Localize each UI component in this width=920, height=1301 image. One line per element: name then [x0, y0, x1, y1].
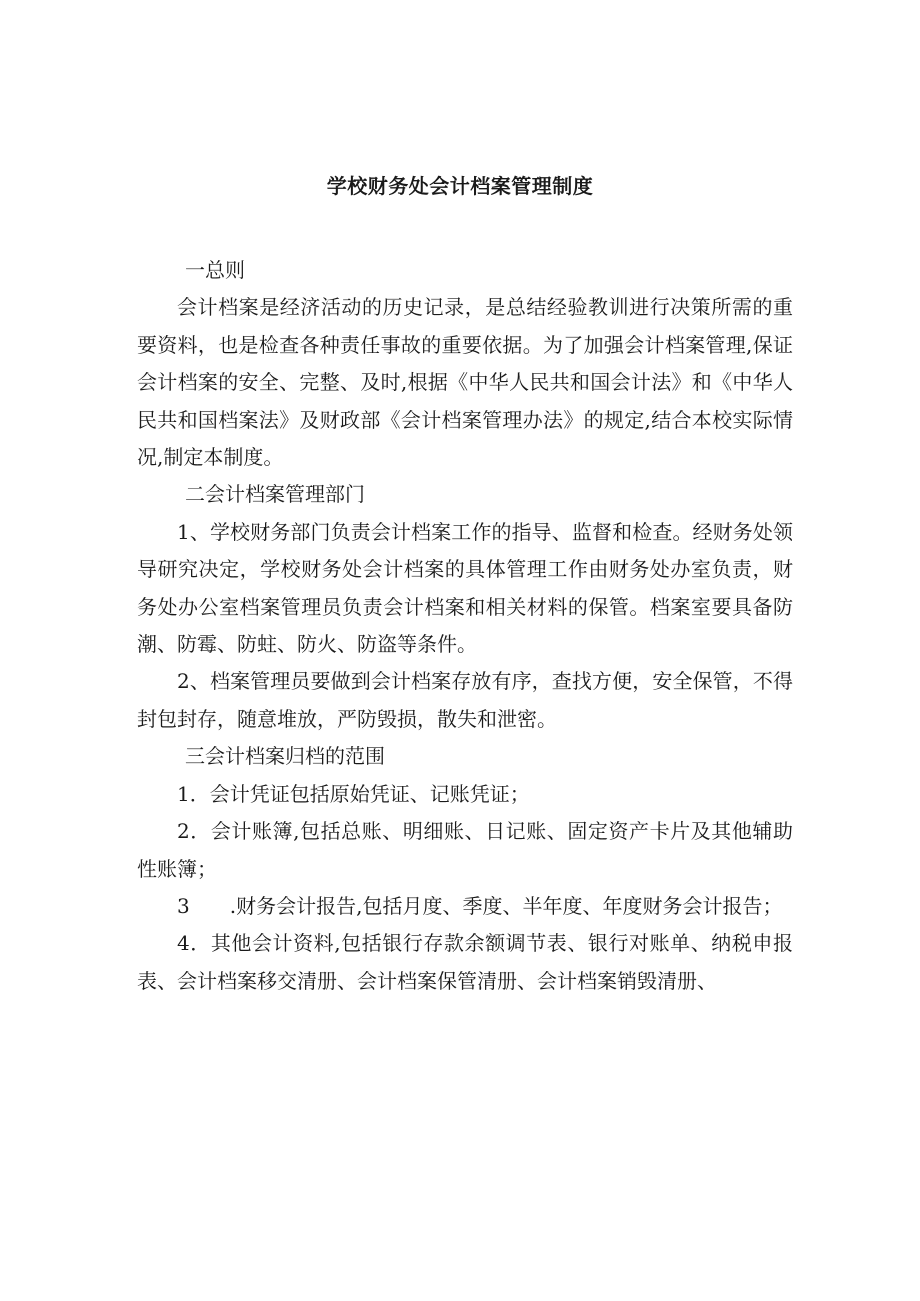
list-item-ledgers: 2．会计账簿,包括总账、明细账、日记账、固定资产卡片及其他辅助性账簿；: [137, 819, 793, 881]
section-heading-management-dept: 二会计档案管理部门: [185, 482, 365, 507]
paragraph-dept-responsibility: 1、学校财务部门负责会计档案工作的指导、监督和检查。经财务处领导研究决定，学校财务处会计档案的具体管理工作由财务处办室负责，财务处办公室档案管理员负责会计档案和相关材料的保管。档案室要具备防潮、防霉、防蛀、防火、防盗等条件。: [137, 519, 793, 657]
section-heading-archive-scope: 三会计档案归档的范围: [185, 744, 385, 769]
list-item-other-materials: 4．其他会计资料,包括银行存款余额调节表、银行对账单、纳税申报表、会计档案移交清册、会计档案保管清册、会计档案销毁清册、: [137, 931, 793, 993]
list-item-vouchers: 1．会计凭证包括原始凭证、记账凭证；: [177, 781, 530, 806]
document-body: [137, 252, 793, 1000]
paragraph-archivist-duties: 2、档案管理员要做到会计档案存放有序，查找方便，安全保管，不得封包封存，随意堆放，严防毁损，散失和泄密。: [137, 669, 793, 731]
paragraph-general-purpose: 会计档案是经济活动的历史记录，是总结经验教训进行决策所需的重要资料，也是检查各种责任事故的重要依据。为了加强会计档案管理,保证会计档案的安全、完整、及时,根据《中华人民共和国会计法》和《中华人民共和国档案法》及财政部《会计档案管理办法》的规定,结合本校实际情况,制定本制度。: [137, 295, 793, 470]
section-heading-general: 一总则: [185, 258, 245, 282]
document-title: 学校财务处会计档案管理制度: [326, 174, 594, 198]
list-item-reports: 3 .财务会计报告,包括月度、季度、半年度、年度财务会计报告；: [177, 893, 783, 918]
